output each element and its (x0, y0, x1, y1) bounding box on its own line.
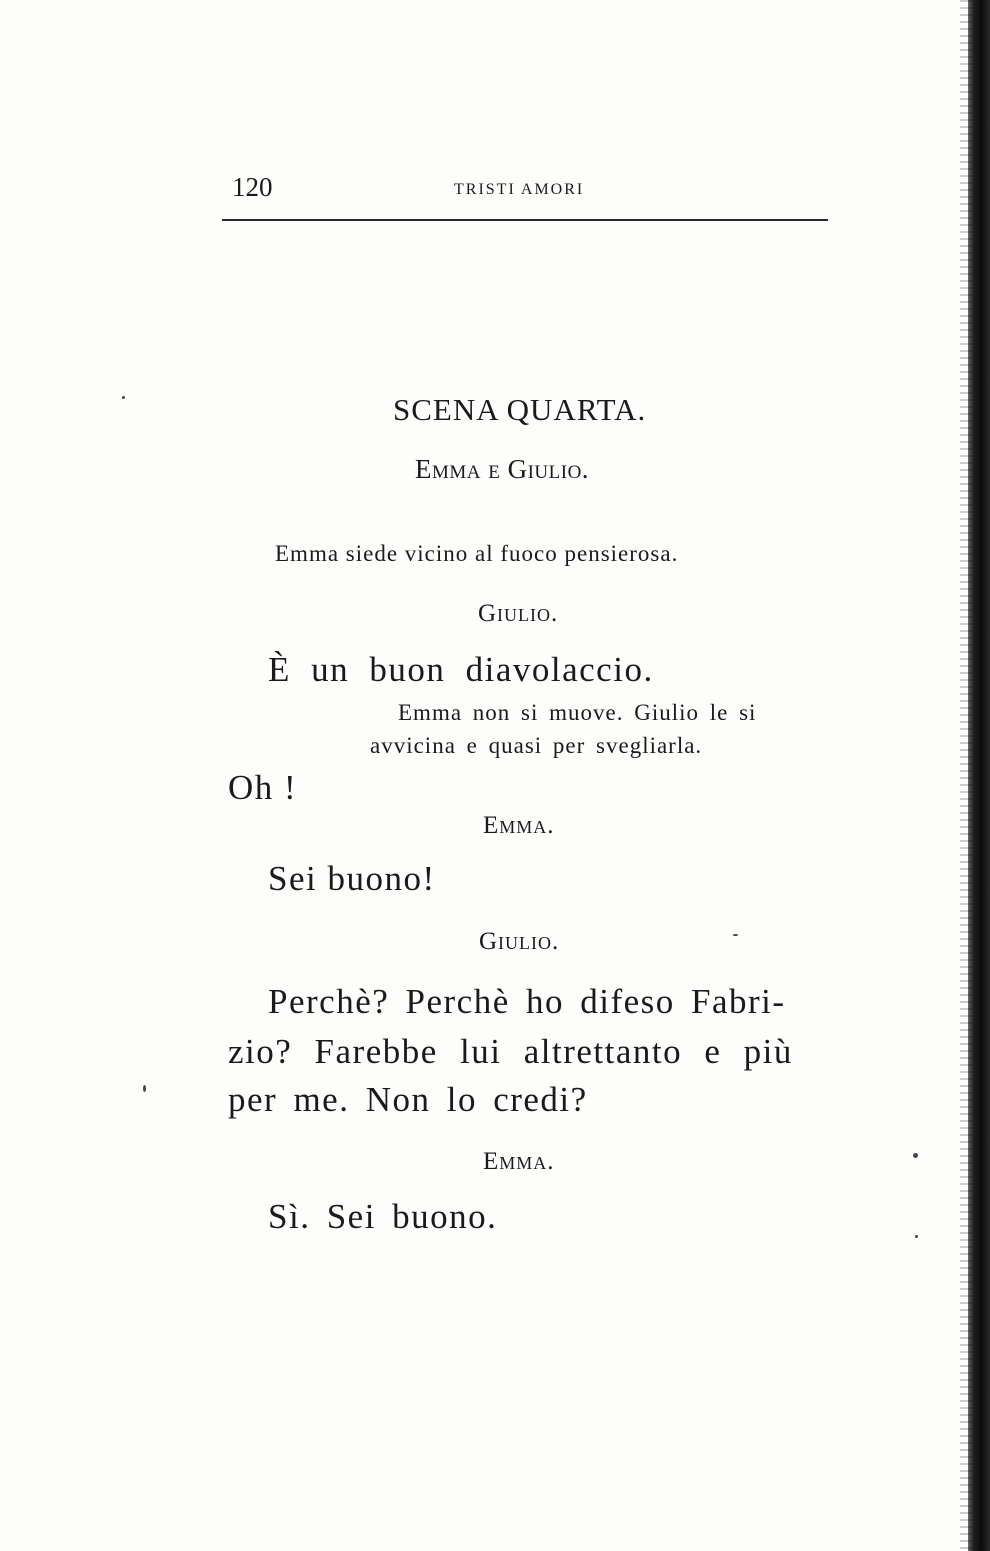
binding-texture (960, 0, 972, 1551)
print-speck (143, 1085, 146, 1092)
speaker-label: Giulio. (478, 600, 559, 627)
page-number: 120 (232, 172, 273, 202)
speaker-label: Emma. (483, 812, 555, 839)
print-speck (915, 1235, 918, 1238)
speech-line: per me. Non lo credi? (228, 1080, 588, 1119)
speaker-label: Giulio. (479, 928, 560, 955)
stage-direction-line: Emma non si muove. Giulio le si (398, 700, 757, 725)
speech-line: È un buon diavolaccio. (268, 650, 654, 689)
speech-line: zio? Farebbe lui altrettanto e più (228, 1032, 793, 1071)
speaker-label: Emma. (483, 1148, 555, 1175)
speech-line: Perchè? Perchè ho difeso Fabri- (268, 982, 786, 1021)
stage-direction-line: avvicina e quasi per svegliarla. (370, 733, 703, 758)
running-title: TRISTI AMORI (454, 181, 585, 198)
print-speck (733, 934, 738, 936)
print-speck (913, 1153, 918, 1158)
scene-characters: Emma e Giulio. (415, 454, 590, 484)
print-speck (122, 396, 125, 399)
header-rule (222, 219, 828, 221)
scene-title: SCENA QUARTA. (393, 392, 647, 427)
page-header (224, 170, 828, 210)
stage-direction-opening: Emma siede vicino al fuoco pensierosa. (275, 541, 679, 566)
speech-line: Sì. Sei buono. (268, 1197, 498, 1236)
speech-line: Sei buono! (268, 859, 436, 898)
speech-line: Oh ! (228, 768, 298, 807)
